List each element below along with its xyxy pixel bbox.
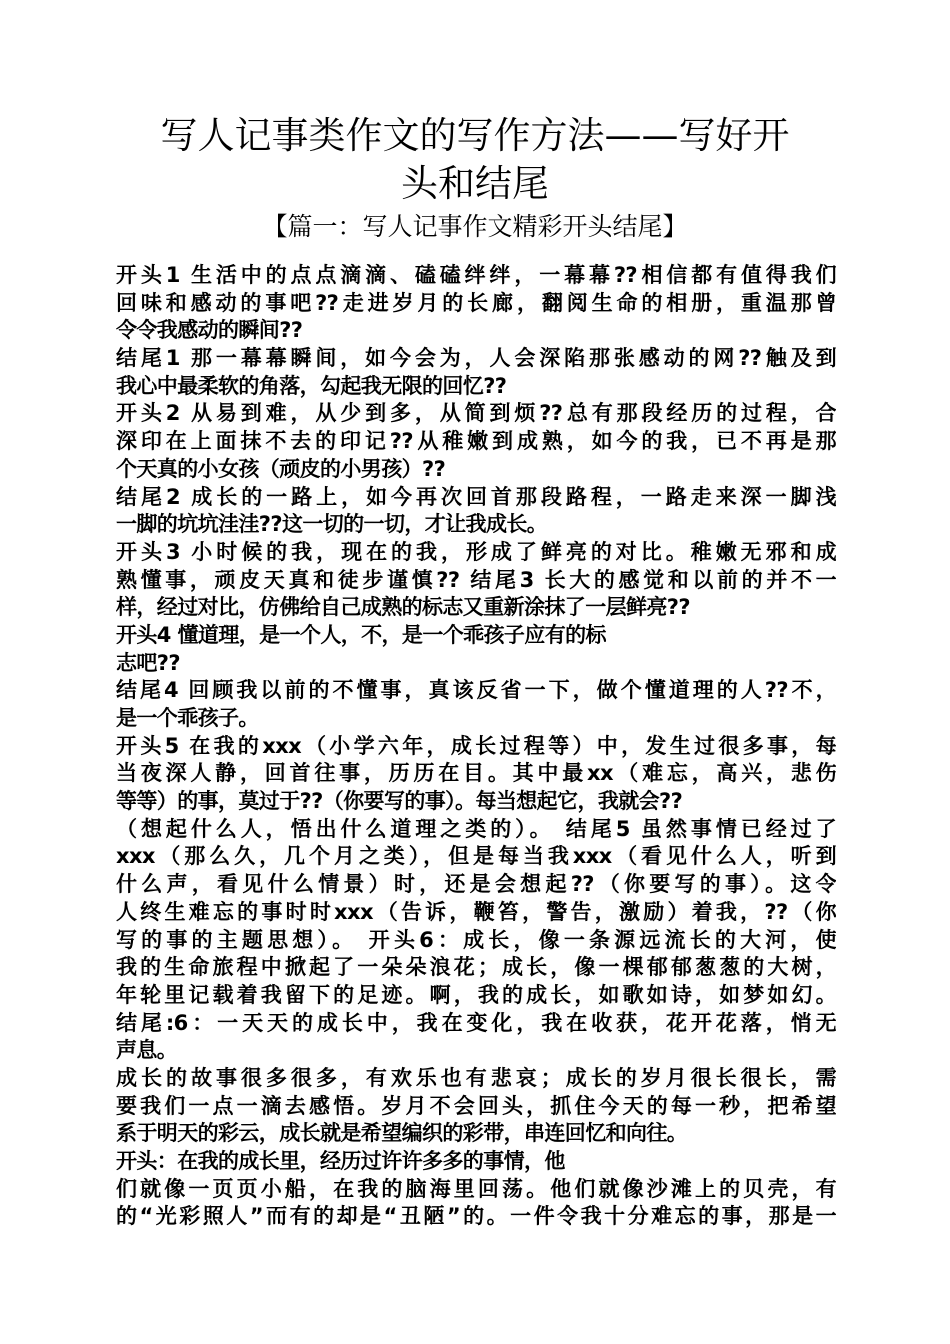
text-line: 开头2 从易到难，从少到多，从简到烦??总有那段经历的过程，合 xyxy=(116,401,836,426)
text-line: （想起什么人，悟出什么道理之类的）。 结尾5 虽然事情已经过了 xyxy=(116,816,836,841)
text-line: 一脚的坑坑洼洼??这一切的一切，才让我成长。 xyxy=(116,512,548,537)
text-line: 我心中最柔软的角落，勾起我无限的回忆?? xyxy=(116,373,507,398)
text-line: 结尾4 回顾我以前的不懂事，真该反省一下，做个懂道理的人??不， xyxy=(116,678,836,703)
text-line: 等等）的事，莫过于??（你要写的事）。每当想起它，我就会?? xyxy=(116,789,683,814)
text-line: 我的生命旅程中掀起了一朵朵浪花；成长，像一棵郁郁葱葱的大树， xyxy=(116,955,836,980)
text-line: 开头3 小时候的我，现在的我，形成了鲜亮的对比。稚嫩无邪和成 xyxy=(116,539,836,564)
text-line: xxx（那么久，几个月之类），但是每当我xxx（看见什么人，听到 xyxy=(116,844,836,869)
text-line: 成长的故事很多很多，有欢乐也有悲哀；成长的岁月很长很长，需 xyxy=(116,1065,836,1090)
text-line: 结尾2 成长的一路上，如今再次回首那段路程，一路走来深一脚浅 xyxy=(116,484,836,509)
text-line: 样，经过对比，仿佛给自己成熟的标志又重新涂抹了一层鲜亮?? xyxy=(116,595,690,620)
text-line: 开头4 懂道理，是一个人，不，是一个乖孩子应有的标 xyxy=(116,622,606,647)
document-subtitle: 【篇一：写人记事作文精彩开头结尾】 xyxy=(262,212,688,241)
text-line: 声息。 xyxy=(116,1038,178,1063)
text-line: 开头1 生活中的点点滴滴、磕磕绊绊，一幕幕??相信都有值得我们 xyxy=(116,263,836,287)
document-body xyxy=(116,262,836,1231)
text-line: 熟懂事，顽皮天真和徒步谨慎?? 结尾3 长大的感觉和以前的并不一 xyxy=(116,567,836,592)
text-line: 们就像一页页小船，在我的脑海里回荡。他们就像沙滩上的贝壳，有 xyxy=(116,1176,836,1201)
text-line: 人终生难忘的事时时xxx（告诉，鞭笞，警告，激励）着我，??（你 xyxy=(116,899,836,924)
text-line: 深印在上面抹不去的印记??从稚嫩到成熟，如今的我，已不再是那 xyxy=(116,429,836,454)
document-title xyxy=(100,112,850,208)
text-line: 结尾1 那一幕幕瞬间，如今会为，人会深陷那张感动的网??触及到 xyxy=(116,346,836,371)
text-line: 当夜深人静，回首往事，历历在目。其中最xx（难忘，高兴，悲伤 xyxy=(116,761,836,786)
text-line: 个天真的小女孩（顽皮的小男孩）?? xyxy=(116,456,446,481)
text-line: 系于明天的彩云，成长就是希望编织的彩带，串连回忆和向往。 xyxy=(116,1121,688,1146)
text-line: 什么声，看见什么情景）时，还是会想起??（你要写的事）。这令 xyxy=(116,872,836,897)
text-line: 结尾:6：一天天的成长中，我在变化，我在收获，花开花落，悄无 xyxy=(116,1010,836,1035)
text-line: 要我们一点一滴去感悟。岁月不会回头，抓住今天的每一秒，把希望 xyxy=(116,1093,836,1118)
text-line: 回味和感动的事吧??走进岁月的长廊，翻阅生命的相册，重温那曾 xyxy=(116,290,836,315)
text-line: 开头：在我的成长里，经历过许许多多的事情，他 xyxy=(116,1149,565,1173)
text-line: 写的事的主题思想）。 开头6：成长，像一条源远流长的大河，使 xyxy=(116,927,836,952)
text-line: 是一个乖孩子。 xyxy=(116,706,259,730)
title-line-1: 写人记事类作文的写作方法——写好开 xyxy=(160,114,790,157)
text-line: 年轮里记载着我留下的足迹。啊，我的成长，如歌如诗，如梦如幻。 xyxy=(116,982,836,1007)
text-line: 的“光彩照人”而有的却是“丑陋”的。一件令我十分难忘的事，那是一 xyxy=(116,1204,836,1229)
text-line: 志吧?? xyxy=(116,650,180,675)
text-line: 开头5 在我的xxx（小学六年，成长过程等）中，发生过很多事，每 xyxy=(116,733,836,758)
title-line-2: 头和结尾 xyxy=(401,162,549,205)
text-line: 令令我感动的瞬间?? xyxy=(116,318,303,343)
